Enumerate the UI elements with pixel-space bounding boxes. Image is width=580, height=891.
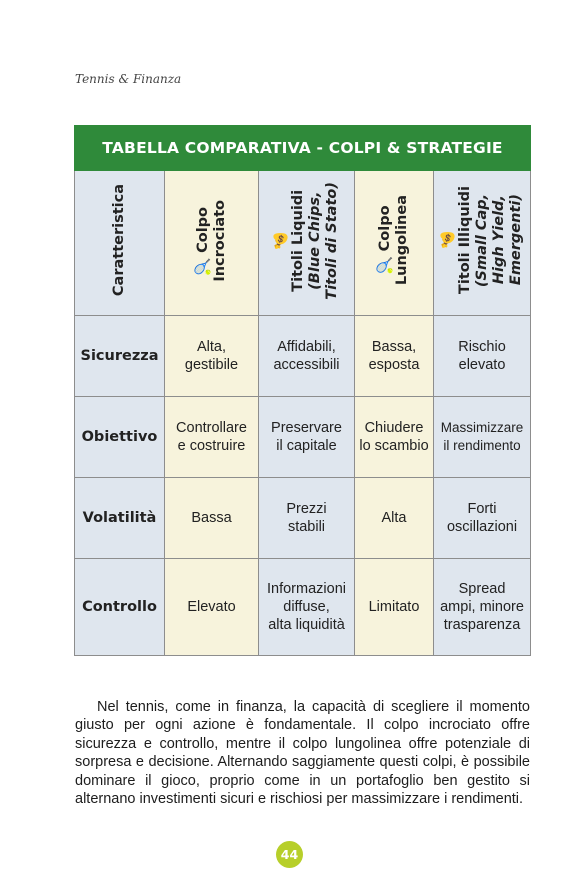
page-number-badge: 44 xyxy=(276,841,303,868)
running-head: Tennis & Finanza xyxy=(75,72,182,86)
table-cell: Alta, gestibile xyxy=(165,316,259,397)
table-row xyxy=(75,559,531,656)
table-cell: Alta xyxy=(355,478,434,559)
table-row xyxy=(75,478,531,559)
column-header-titoli-liquidi: 💰 Titoli Liquidi (Blue Chips, Titoli di Stato) xyxy=(259,171,355,316)
table-title: TABELLA COMPARATIVA - COLPI & STRATEGIE xyxy=(75,126,531,171)
body-paragraph: Nel tennis, come in finanza, la capacità di scegliere il momento giusto per ogni azione è fondamentale. Il colpo incrociato offre sicurezza e controllo, mentre il colpo lungolinea offre potenziale di sorpresa e decisione. Alternando saggiamente questi colpi, è possibile dominare il gioco, proprio come in un portafoglio ben gestito si alternano investimenti sicuri e rischiosi per massimizzare i rendimenti. xyxy=(75,698,530,807)
table-cell: Massimizzare il rendimento xyxy=(434,397,531,478)
column-header-colpo-lungolinea: 🎾 Colpo Lungolinea xyxy=(355,171,434,316)
table-cell: Bassa, esposta xyxy=(355,316,434,397)
table-cell: Informazioni diffuse, alta liquidità xyxy=(259,559,355,656)
table-cell: Forti oscillazioni xyxy=(434,478,531,559)
money-bag-icon: 💰 xyxy=(439,231,456,250)
tennis-racket-icon: 🎾 xyxy=(194,257,211,275)
table-cell: Chiudere lo scambio xyxy=(355,397,434,478)
row-label-obiettivo: Obiettivo xyxy=(75,397,165,478)
table-cell: Prezzi stabili xyxy=(259,478,355,559)
table-cell: Preservare il capitale xyxy=(259,397,355,478)
comparison-table xyxy=(74,125,530,656)
table-cell: Controllare e costruire xyxy=(165,397,259,478)
row-label-volatilita: Volatilità xyxy=(75,478,165,559)
table-cell: Spread ampi, minore trasparenza xyxy=(434,559,531,656)
row-label-controllo: Controllo xyxy=(75,559,165,656)
table-row xyxy=(75,316,531,397)
row-label-sicurezza: Sicurezza xyxy=(75,316,165,397)
table-cell: Elevato xyxy=(165,559,259,656)
table-cell: Rischio elevato xyxy=(434,316,531,397)
column-header-titoli-illiquidi: 💰 Titoli Illiquidi (Small Cap, High Yield, Emergenti) xyxy=(434,171,531,316)
table-row xyxy=(75,397,531,478)
table-cell: Bassa xyxy=(165,478,259,559)
money-bag-icon: 💰 xyxy=(272,231,289,250)
column-header-colpo-incrociato: 🎾 Colpo Incrociato xyxy=(165,171,259,316)
table-cell: Affidabili, accessibili xyxy=(259,316,355,397)
table-cell: Limitato xyxy=(355,559,434,656)
column-header-caratteristica: Caratteristica xyxy=(75,171,165,316)
tennis-racket-icon: 🎾 xyxy=(377,257,393,275)
